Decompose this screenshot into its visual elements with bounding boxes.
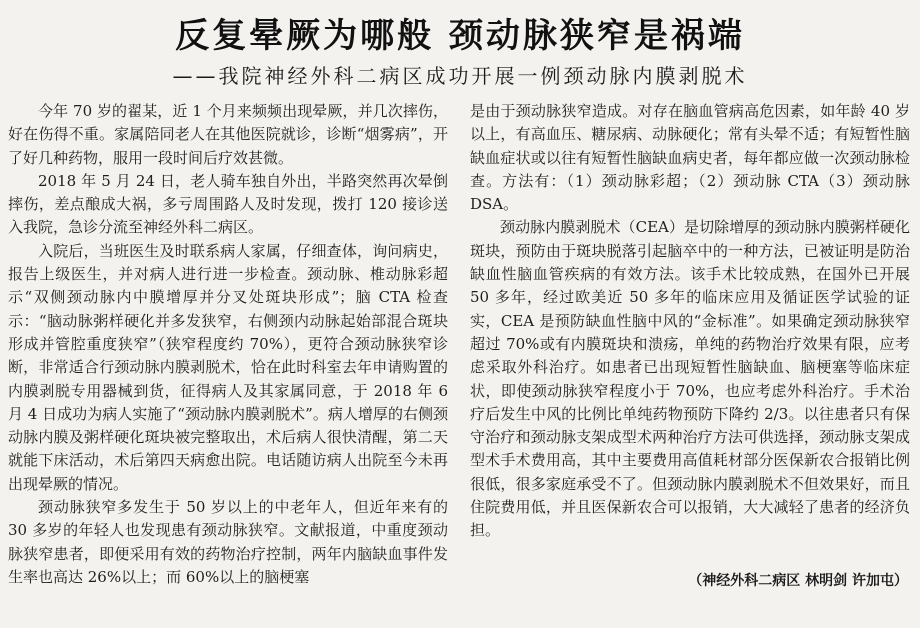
author-byline: （神经外科二病区 林明剑 许加屯） — [688, 573, 908, 589]
paragraph: 2018 年 5 月 24 日，老人骑车独自外出，半路突然再次晕倒摔伤，差点酿成大祸，多亏周围路人及时发现，拨打 120 接诊送入我院，急诊分流至神经外科二病区。 — [8, 171, 448, 237]
subheadline: ——我院神经外科二病区成功开展一例颈动脉内膜剥脱术 — [172, 64, 748, 88]
paragraph: 颈动脉狭窄多发生于 50 岁以上的中老年人，但近年来有的 30 多岁的年轻人也发现患有颈动脉狭窄。文献报道，中重度颈动脉狭窄患者，即便采用有效的药物治疗控制，两年内脑缺血事件发生率也高达 26%以上；而 60%以上的脑梗塞 — [8, 498, 448, 586]
article-right-column — [470, 100, 910, 543]
paragraph: 颈动脉内膜剥脱术（CEA）是切除增厚的颈动脉内膜粥样硬化斑块，预防由于斑块脱落引起脑卒中的一种方法，已被证明是防治缺血性脑血管疾病的有效方法。该手术比较成熟，在国外已开展 50 多年，经过欧美近 50 多年的临床应用及循证医学试验的证实，CEA 是预防缺血性脑中风的“金标准”。如果确定颈动脉狭窄超过 70%或有内膜斑块和溃疡，单纯的药物治疗效果有限，应考虑采取外科治疗。如患者已出现短暂性脑缺血、脑梗塞等临床症状，即使颈动脉狭窄程度小于 70%，也应考虑外科治疗。手术治疗后发生中风的比例比单纯药物预防下降约 2/3。以往患者只有保守治疗和颈动脉支架成型术两种治疗方法可供选择，颈动脉支架成型术手术费用高，其中主要费用高值耗材部分医保新农合报销比例很低，很多家庭承受不了。但颈动脉内膜剥脱术不但效果好，而且住院费用低，并且医保新农合可以报销，大大减轻了患者的经济负担。 — [470, 218, 910, 540]
headline: 反复晕厥为哪般 颈动脉狭窄是祸端 — [175, 16, 745, 56]
paragraph: 入院后，当班医生及时联系病人家属，仔细查体，询问病史，报告上级医生，并对病人进行进一步检查。颈动脉、椎动脉彩超示“双侧颈动脉内中膜增厚并分叉处斑块形成”；脑 CTA 检查示：“脑动脉粥样硬化并多发狭窄，右侧颈内动脉起始部混合斑块形成并管腔重度狭窄”（狭窄程度约 70%），更符合颈动脉狭窄诊断，非常适合行颈动脉内膜剥脱术，恰在此时科室去年申请购置的内膜剥脱专用器械到货，征得病人及其家属同意，于 2018 年 6 月 4 日成功为病人实施了“颈动脉内膜剥脱术”。病人增厚的右侧颈动脉内膜及粥样硬化斑块被完整取出，术后病人很快清醒，第二天就能下床活动，术后第四天病愈出院。电话随访病人出院至今未再出现晕厥的情况。 — [8, 241, 448, 493]
paragraph-continued: 是由于颈动脉狭窄造成。对存在脑血管病高危因素，如年龄 40 岁以上，有高血压、糖尿病、动脉硬化；常有头晕不适；有短暂性脑缺血症状或以往有短暂性脑缺血病史者，每年都应做一次颈动脉检查。方法有：（1）颈动脉彩超；（2）颈动脉 CTA（3）颈动脉 DSA。 — [470, 102, 910, 214]
article-left-column — [8, 100, 448, 589]
paragraph: 今年 70 岁的翟某，近 1 个月来频频出现晕厥，并几次摔伤，好在伤得不重。家属陪同老人在其他医院就诊，诊断“烟雾病”，开了好几种药物，服用一段时间后疗效甚微。 — [8, 102, 448, 167]
